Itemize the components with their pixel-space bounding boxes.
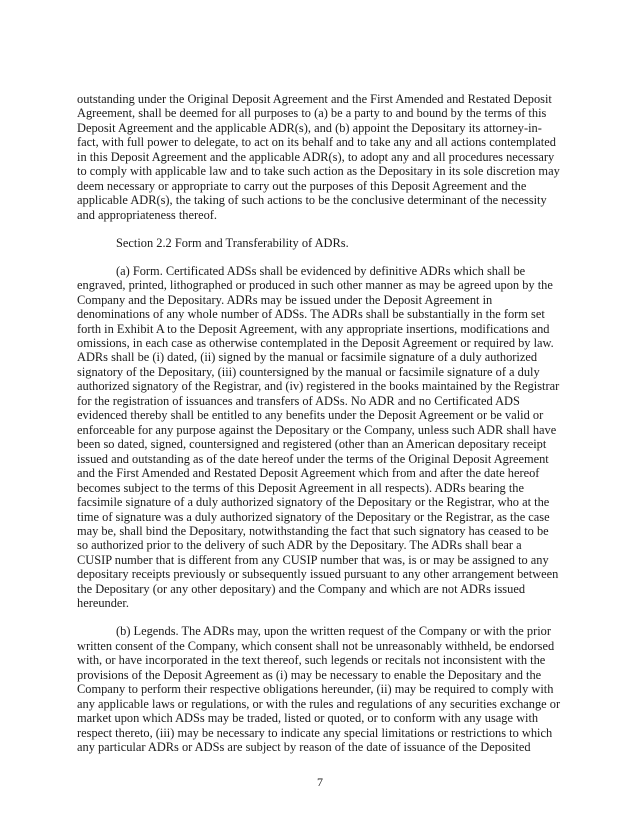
text-line: applicable ADR(s), the taking of such actions to be the conclusive determinant of the necessity: [77, 193, 547, 207]
text-line: market upon which ADSs may be traded, listed or quoted, or to conform with any usage with: [77, 711, 539, 725]
text-line: Company and the Depositary. ADRs may be issued under the Deposit Agreement in: [77, 293, 493, 307]
text-line: may be, shall bind the Depositary, notwithstanding the fact that such signatory has ceased to be: [77, 524, 549, 538]
text-line: (b) Legends. The ADRs may, upon the written request of the Company or with the prior: [116, 624, 551, 638]
text-line: outstanding under the Original Deposit Agreement and the First Amended and Restated Deposit: [77, 92, 552, 106]
text-line: and the First Amended and Restated Deposit Agreement which from and after the date hereof: [77, 466, 540, 480]
text-line: the Depositary (or any other depositary) and the Company and which are not ADRs issued: [77, 582, 526, 596]
text-line: to comply with applicable law and to take such action as the Depositary in its sole discretion may: [77, 164, 560, 178]
text-line: respect thereto, (iii) may be necessary to indicate any special limitations or restrictions to which: [77, 726, 553, 740]
text-line: hereunder.: [77, 596, 129, 610]
text-line: with, or have incorporated in the text thereof, such legends or recitals not inconsistent with the: [77, 653, 546, 667]
text-line: forth in Exhibit A to the Deposit Agreement, with any appropriate insertions, modifications and: [77, 322, 550, 336]
text-line: signatory of the Depositary, (iii) countersigned by the manual or facsimile signature of a duly: [77, 365, 540, 379]
text-line: been so dated, signed, countersigned and registered (other than an American depositary receipt: [77, 437, 547, 451]
text-line: and appropriateness thereof.: [77, 208, 218, 222]
text-line: facsimile signature of a duly authorized signatory of the Depositary or the Registrar, who at the: [77, 495, 550, 509]
text-line: becomes subject to the terms of this Deposit Agreement in all respects). ADRs bearing the: [77, 481, 524, 495]
text-line: in this Deposit Agreement and the applicable ADR(s), to adopt any and all procedures necessary: [77, 150, 555, 164]
text-line: Deposit Agreement and the applicable ADR(s), and (b) appoint the Depositary its attorney-in-: [77, 121, 542, 135]
text-line: ADRs shall be (i) dated, (ii) signed by the manual or facsimile signature of a duly authorized: [77, 350, 538, 364]
text-line: so authorized prior to the delivery of such ADR by the Depositary. The ADRs shall bear a: [77, 538, 522, 552]
section-heading: Section 2.2 Form and Transferability of ADRs.: [116, 236, 349, 250]
page-number: 7: [317, 775, 323, 789]
text-line: written consent of the Company, which consent shall not be unreasonably withheld, be endorsed: [77, 639, 555, 653]
text-line: any particular ADRs or ADSs are subject by reason of the date of issuance of the Deposited: [77, 740, 531, 754]
text-line: provisions of the Deposit Agreement as (i) may be necessary to enable the Depositary and the: [77, 668, 542, 682]
text-line: deem necessary or appropriate to carry out the purposes of this Deposit Agreement and the: [77, 179, 527, 193]
text-line: enforceable for any purpose against the Depositary or the Company, unless such ADR shall have: [77, 423, 557, 437]
text-line: authorized signatory of the Registrar, and (iv) registered in the books maintained by the Registrar: [77, 379, 560, 393]
text-line: any applicable laws or regulations, or with the rules and regulations of any securities exchange or: [77, 697, 561, 711]
text-line: omissions, in each case as otherwise contemplated in the Deposit Agreement or required by law.: [77, 336, 554, 350]
text-line: engraved, printed, lithographed or produced in such other manner as may be agreed upon by the: [77, 278, 553, 292]
text-line: issued and outstanding as of the date hereof under the terms of the Original Deposit Agreement: [77, 452, 549, 466]
text-line: Agreement, shall be deemed for all purposes to (a) be a party to and bound by the terms of this: [77, 106, 547, 120]
text-line: Company to perform their respective obligations hereunder, (ii) may be required to comply with: [77, 682, 554, 696]
text-line: depositary receipts previously or subsequently issued pursuant to any other arrangement between: [77, 567, 559, 581]
text-line: evidenced thereby shall be entitled to any benefits under the Deposit Agreement or be valid or: [77, 408, 544, 422]
text-line: CUSIP number that is different from any CUSIP number that was, is or may be assigned to any: [77, 553, 549, 567]
text-line: time of signature was a duly authorized signatory of the Depositary or the Registrar, as the case: [77, 510, 550, 524]
text-line: (a) Form. Certificated ADSs shall be evidenced by definitive ADRs which shall be: [116, 264, 526, 278]
text-line: denominations of any whole number of ADSs. The ADRs shall be substantially in the form set: [77, 307, 545, 321]
text-line: for the registration of issuances and transfers of ADSs. No ADR and no Certificated ADS: [77, 394, 520, 408]
text-line: fact, with full power to delegate, to act on its behalf and to take any and all actions contemplated: [77, 135, 556, 149]
